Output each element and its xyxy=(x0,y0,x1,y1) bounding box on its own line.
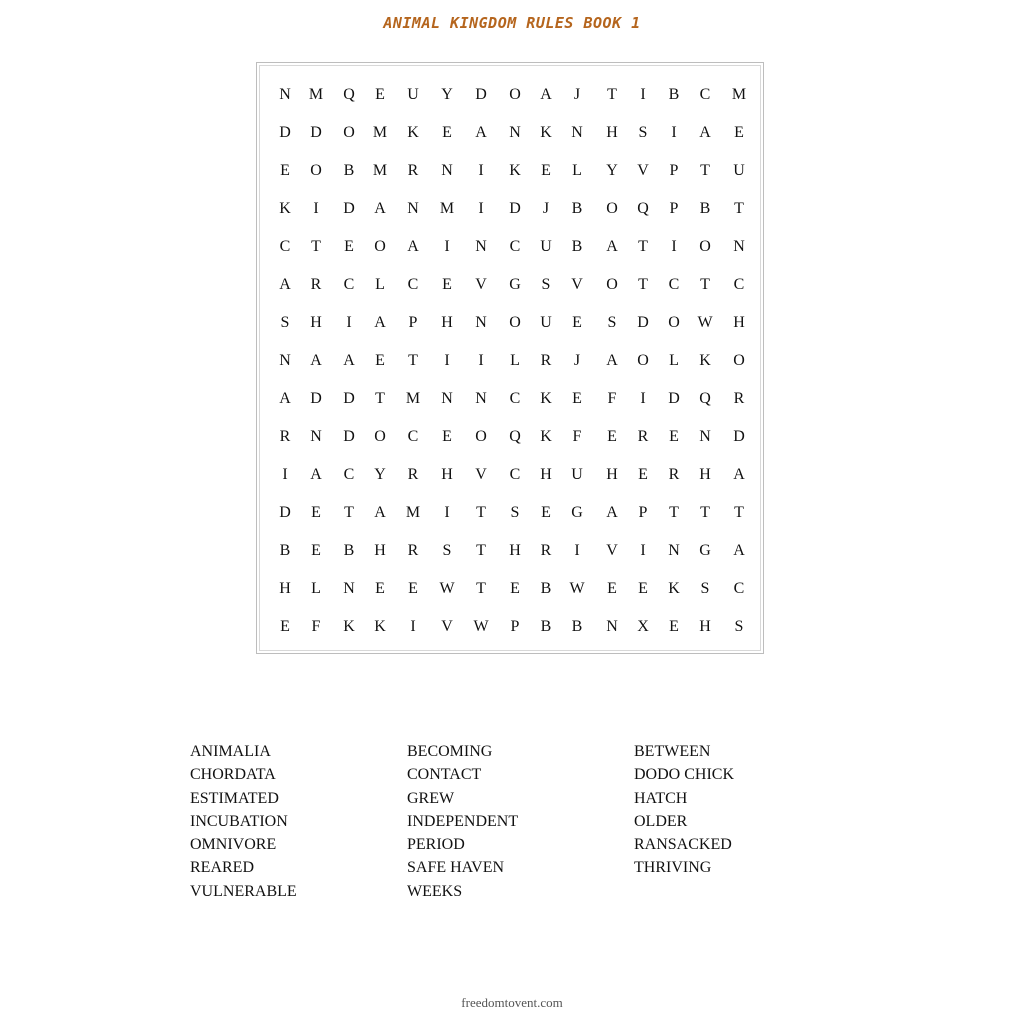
grid-letter: Y xyxy=(606,162,618,179)
grid-letter: M xyxy=(405,504,421,521)
grid-letter: K xyxy=(540,124,552,141)
grid-letter: E xyxy=(375,580,385,597)
grid-letter: D xyxy=(733,428,745,445)
grid-letter: E xyxy=(572,390,582,407)
grid-letter: M xyxy=(308,86,324,103)
grid-letter: M xyxy=(405,390,421,407)
grid-letter: T xyxy=(700,162,710,179)
word-list-item: CHORDATA xyxy=(190,766,276,784)
grid-letter: N xyxy=(441,390,453,407)
word-list-item: RANSACKED xyxy=(634,836,732,854)
grid-letter: T xyxy=(476,504,486,521)
grid-letter: I xyxy=(640,390,646,407)
grid-letter: E xyxy=(541,504,551,521)
word-list-column xyxy=(190,740,297,903)
grid-letter: B xyxy=(668,86,680,103)
grid-letter: A xyxy=(606,504,618,521)
grid-letter: B xyxy=(571,618,583,635)
grid-letter: N xyxy=(475,314,487,331)
word-search-grid xyxy=(256,62,764,654)
grid-letter: B xyxy=(343,162,355,179)
grid-letter: S xyxy=(607,314,617,331)
grid-letter: P xyxy=(669,162,679,179)
grid-letter: W xyxy=(473,618,489,635)
grid-letter: G xyxy=(699,542,711,559)
grid-letter: C xyxy=(343,466,355,483)
grid-letter: E xyxy=(280,618,290,635)
grid-letter: S xyxy=(734,618,744,635)
grid-letter: E xyxy=(572,314,582,331)
grid-letter: N xyxy=(279,86,291,103)
grid-letter: A xyxy=(310,466,322,483)
grid-letter: D xyxy=(310,390,322,407)
grid-letter: H xyxy=(699,618,711,635)
grid-letter: D xyxy=(637,314,649,331)
grid-letter: T xyxy=(734,504,744,521)
word-list-item: DODO CHICK xyxy=(634,766,734,784)
grid-row xyxy=(257,114,763,152)
grid-letter: A xyxy=(374,314,386,331)
grid-letter: O xyxy=(733,352,745,369)
grid-letter: J xyxy=(573,352,581,369)
grid-row xyxy=(257,570,763,608)
grid-letter: R xyxy=(407,542,419,559)
grid-letter: O xyxy=(310,162,322,179)
grid-letter: H xyxy=(310,314,322,331)
grid-letter: H xyxy=(733,314,745,331)
grid-letter: C xyxy=(733,276,745,293)
grid-letter: V xyxy=(475,276,487,293)
grid-letter: E xyxy=(344,238,354,255)
grid-letter: W xyxy=(697,314,713,331)
grid-letter: V xyxy=(637,162,649,179)
grid-letter: A xyxy=(733,466,745,483)
grid-letter: I xyxy=(640,86,646,103)
grid-letter: A xyxy=(733,542,745,559)
word-list-item: CONTACT xyxy=(407,766,482,784)
grid-letter: N xyxy=(475,238,487,255)
grid-letter: V xyxy=(571,276,583,293)
grid-letter: H xyxy=(441,466,453,483)
grid-row xyxy=(257,380,763,418)
grid-letter: M xyxy=(731,86,747,103)
grid-letter: I xyxy=(478,200,484,217)
grid-letter: O xyxy=(475,428,487,445)
grid-letter: J xyxy=(573,86,581,103)
grid-letter: O xyxy=(374,428,386,445)
grid-row xyxy=(257,266,763,304)
grid-letter: E xyxy=(669,618,679,635)
grid-letter: O xyxy=(343,124,355,141)
grid-letter: I xyxy=(478,162,484,179)
grid-row xyxy=(257,342,763,380)
grid-letter: I xyxy=(410,618,416,635)
grid-letter: E xyxy=(442,276,452,293)
grid-letter: E xyxy=(638,580,648,597)
grid-letter: K xyxy=(668,580,680,597)
grid-letter: U xyxy=(540,314,552,331)
grid-letter: L xyxy=(669,352,679,369)
grid-letter: Q xyxy=(509,428,521,445)
grid-letter: T xyxy=(734,200,744,217)
grid-letter: A xyxy=(606,238,618,255)
grid-letter: G xyxy=(509,276,521,293)
grid-letter: T xyxy=(700,504,710,521)
footer-website: freedomtovent.com xyxy=(461,995,563,1010)
word-list-item: ANIMALIA xyxy=(190,743,271,760)
grid-letter: U xyxy=(407,86,419,103)
grid-letter: N xyxy=(571,124,583,141)
grid-letter: A xyxy=(279,276,291,293)
grid-row xyxy=(257,532,763,570)
word-list-column xyxy=(634,740,734,880)
grid-letter: T xyxy=(375,390,385,407)
grid-letter: E xyxy=(375,352,385,369)
word-list-column xyxy=(407,740,518,903)
grid-letter: T xyxy=(476,542,486,559)
word-list-item: PERIOD xyxy=(407,836,465,854)
grid-letter: I xyxy=(282,466,288,483)
grid-letter: U xyxy=(733,162,745,179)
grid-letter: C xyxy=(279,238,291,255)
grid-letter: R xyxy=(668,466,680,483)
grid-letter: Q xyxy=(699,390,711,407)
grid-letter: M xyxy=(439,200,455,217)
grid-letter: E xyxy=(734,124,744,141)
word-list-item: ESTIMATED xyxy=(190,789,279,807)
grid-letter: C xyxy=(699,86,711,103)
word-list-item: REARED xyxy=(190,859,254,877)
grid-letter: O xyxy=(637,352,649,369)
grid-letter: O xyxy=(509,86,521,103)
grid-letter: S xyxy=(442,542,452,559)
grid-letter: Y xyxy=(441,86,453,103)
grid-letter: A xyxy=(343,352,355,369)
grid-letter: K xyxy=(343,618,355,635)
grid-letter: O xyxy=(668,314,680,331)
grid-letter: K xyxy=(374,618,386,635)
word-list-item: WEEKS xyxy=(407,882,463,900)
grid-letter: S xyxy=(510,504,520,521)
page-title: ANIMAL KINGDOM RULES BOOK 1 xyxy=(383,14,641,32)
grid-letter: N xyxy=(699,428,711,445)
grid-letter: I xyxy=(313,200,319,217)
grid-row xyxy=(257,228,763,266)
grid-letter: K xyxy=(540,428,552,445)
grid-letter: M xyxy=(372,162,388,179)
grid-letter: T xyxy=(311,238,321,255)
grid-letter: A xyxy=(606,352,618,369)
grid-letter: B xyxy=(540,618,552,635)
grid-letter: I xyxy=(444,352,450,369)
grid-letter: I xyxy=(640,542,646,559)
word-list-item: VULNERABLE xyxy=(190,882,297,900)
grid-letter: T xyxy=(476,580,486,597)
word-list-item: SAFE HAVEN xyxy=(407,859,505,877)
grid-letter: U xyxy=(571,466,583,483)
grid-letter: I xyxy=(444,238,450,255)
grid-letter: O xyxy=(606,276,618,293)
grid-letter: L xyxy=(572,162,582,179)
word-list-item: THRIVING xyxy=(634,859,712,877)
grid-letter: R xyxy=(540,542,552,559)
grid-letter: A xyxy=(374,200,386,217)
grid-letter: D xyxy=(279,504,291,521)
grid-letter: I xyxy=(671,124,677,141)
grid-letter: N xyxy=(441,162,453,179)
grid-letter: E xyxy=(280,162,290,179)
grid-letter: O xyxy=(699,238,711,255)
grid-letter: C xyxy=(407,428,419,445)
grid-letter: T xyxy=(669,504,679,521)
grid-letter: P xyxy=(408,314,418,331)
grid-letter: D xyxy=(475,86,487,103)
word-list-item: OMNIVORE xyxy=(190,836,277,854)
grid-letter: T xyxy=(638,276,648,293)
grid-letter: I xyxy=(444,504,450,521)
grid-letter: L xyxy=(311,580,321,597)
grid-letter: E xyxy=(607,580,617,597)
word-list-item: GREW xyxy=(407,789,455,807)
grid-letter: T xyxy=(700,276,710,293)
grid-letter: K xyxy=(509,162,521,179)
grid-letter: A xyxy=(540,86,552,103)
word-list-item: BECOMING xyxy=(407,743,493,760)
grid-letter: D xyxy=(343,428,355,445)
grid-letter: E xyxy=(442,428,452,445)
grid-letter: Q xyxy=(637,200,649,217)
grid-letter: D xyxy=(343,200,355,217)
grid-letter: N xyxy=(509,124,521,141)
grid-letter: R xyxy=(407,162,419,179)
grid-letter: V xyxy=(606,542,618,559)
grid-row xyxy=(257,304,763,342)
grid-letter: A xyxy=(475,124,487,141)
grid-letter: C xyxy=(509,466,521,483)
grid-letter: C xyxy=(343,276,355,293)
grid-letter: R xyxy=(407,466,419,483)
grid-letter: S xyxy=(638,124,648,141)
grid-letter: O xyxy=(606,200,618,217)
grid-letter: D xyxy=(343,390,355,407)
word-list-item: INDEPENDENT xyxy=(407,812,519,830)
grid-letter: E xyxy=(541,162,551,179)
grid-letter: H xyxy=(606,124,618,141)
grid-letter: T xyxy=(638,238,648,255)
grid-letter: E xyxy=(669,428,679,445)
grid-letter: K xyxy=(407,124,419,141)
grid-letter: B xyxy=(279,542,291,559)
grid-letter: S xyxy=(541,276,551,293)
grid-letter: U xyxy=(540,238,552,255)
grid-letter: H xyxy=(606,466,618,483)
grid-letter: B xyxy=(571,200,583,217)
grid-letter: H xyxy=(540,466,552,483)
grid-letter: V xyxy=(441,618,453,635)
grid-letter: B xyxy=(343,542,355,559)
grid-letter: S xyxy=(280,314,290,331)
grid-letter: C xyxy=(509,238,521,255)
grid-letter: N xyxy=(343,580,355,597)
grid-row xyxy=(257,76,763,114)
word-list-item: BETWEEN xyxy=(634,743,711,760)
grid-letter: R xyxy=(733,390,745,407)
grid-letter: T xyxy=(408,352,418,369)
grid-letter: E xyxy=(375,86,385,103)
grid-row xyxy=(257,494,763,532)
grid-letter: O xyxy=(509,314,521,331)
grid-letter: K xyxy=(279,200,291,217)
grid-letter: Y xyxy=(374,466,386,483)
grid-letter: E xyxy=(311,542,321,559)
grid-letter: D xyxy=(310,124,322,141)
grid-letter: C xyxy=(668,276,680,293)
grid-row xyxy=(257,152,763,190)
grid-letter: S xyxy=(700,580,710,597)
grid-letter: F xyxy=(572,428,582,445)
grid-letter: F xyxy=(311,618,321,635)
grid-letter: L xyxy=(510,352,520,369)
grid-letter: N xyxy=(606,618,618,635)
grid-row xyxy=(257,608,763,646)
grid-letter: H xyxy=(374,542,386,559)
grid-row xyxy=(257,190,763,228)
grid-letter: L xyxy=(375,276,385,293)
grid-letter: B xyxy=(540,580,552,597)
grid-letter: A xyxy=(279,390,291,407)
grid-letter: H xyxy=(279,580,291,597)
grid-letter: D xyxy=(509,200,521,217)
grid-letter: E xyxy=(607,428,617,445)
grid-letter: G xyxy=(571,504,583,521)
grid-letter: I xyxy=(671,238,677,255)
grid-letter: N xyxy=(475,390,487,407)
grid-letter: T xyxy=(344,504,354,521)
grid-letter: N xyxy=(407,200,419,217)
grid-letter: B xyxy=(699,200,711,217)
grid-letter: X xyxy=(637,618,649,635)
grid-letter: J xyxy=(542,200,550,217)
grid-letter: K xyxy=(699,352,711,369)
grid-letter: R xyxy=(540,352,552,369)
grid-letter: R xyxy=(279,428,291,445)
grid-letter: I xyxy=(346,314,352,331)
grid-letter: F xyxy=(607,390,617,407)
grid-letter: A xyxy=(699,124,711,141)
grid-letter: Q xyxy=(343,86,355,103)
grid-letter: C xyxy=(407,276,419,293)
grid-letter: H xyxy=(441,314,453,331)
grid-letter: H xyxy=(509,542,521,559)
grid-letter: H xyxy=(699,466,711,483)
grid-letter: E xyxy=(638,466,648,483)
grid-letter: B xyxy=(571,238,583,255)
grid-letter: D xyxy=(668,390,680,407)
grid-letter: E xyxy=(408,580,418,597)
grid-letter: M xyxy=(372,124,388,141)
grid-letter: W xyxy=(569,580,585,597)
grid-letter: C xyxy=(733,580,745,597)
grid-letter: T xyxy=(607,86,617,103)
grid-letter: V xyxy=(475,466,487,483)
grid-letter: E xyxy=(311,504,321,521)
word-list-item: INCUBATION xyxy=(190,812,288,830)
grid-letter: K xyxy=(540,390,552,407)
grid-letter: N xyxy=(279,352,291,369)
grid-letter: E xyxy=(510,580,520,597)
grid-letter: N xyxy=(733,238,745,255)
grid-letter: E xyxy=(442,124,452,141)
grid-letter: I xyxy=(574,542,580,559)
grid-row xyxy=(257,456,763,494)
grid-letter: A xyxy=(374,504,386,521)
grid-letter: P xyxy=(510,618,520,635)
grid-letter: C xyxy=(509,390,521,407)
grid-letter: I xyxy=(478,352,484,369)
grid-letter: R xyxy=(310,276,322,293)
grid-letter: P xyxy=(669,200,679,217)
grid-letter: N xyxy=(310,428,322,445)
grid-letter: W xyxy=(439,580,455,597)
grid-letter: A xyxy=(310,352,322,369)
grid-letter: R xyxy=(637,428,649,445)
grid-letter: O xyxy=(374,238,386,255)
word-list-item: OLDER xyxy=(634,812,688,830)
word-list-item: HATCH xyxy=(634,789,688,807)
grid-letter: N xyxy=(668,542,680,559)
grid-row xyxy=(257,418,763,456)
grid-letter: A xyxy=(407,238,419,255)
grid-letter: D xyxy=(279,124,291,141)
grid-letter: P xyxy=(638,504,648,521)
